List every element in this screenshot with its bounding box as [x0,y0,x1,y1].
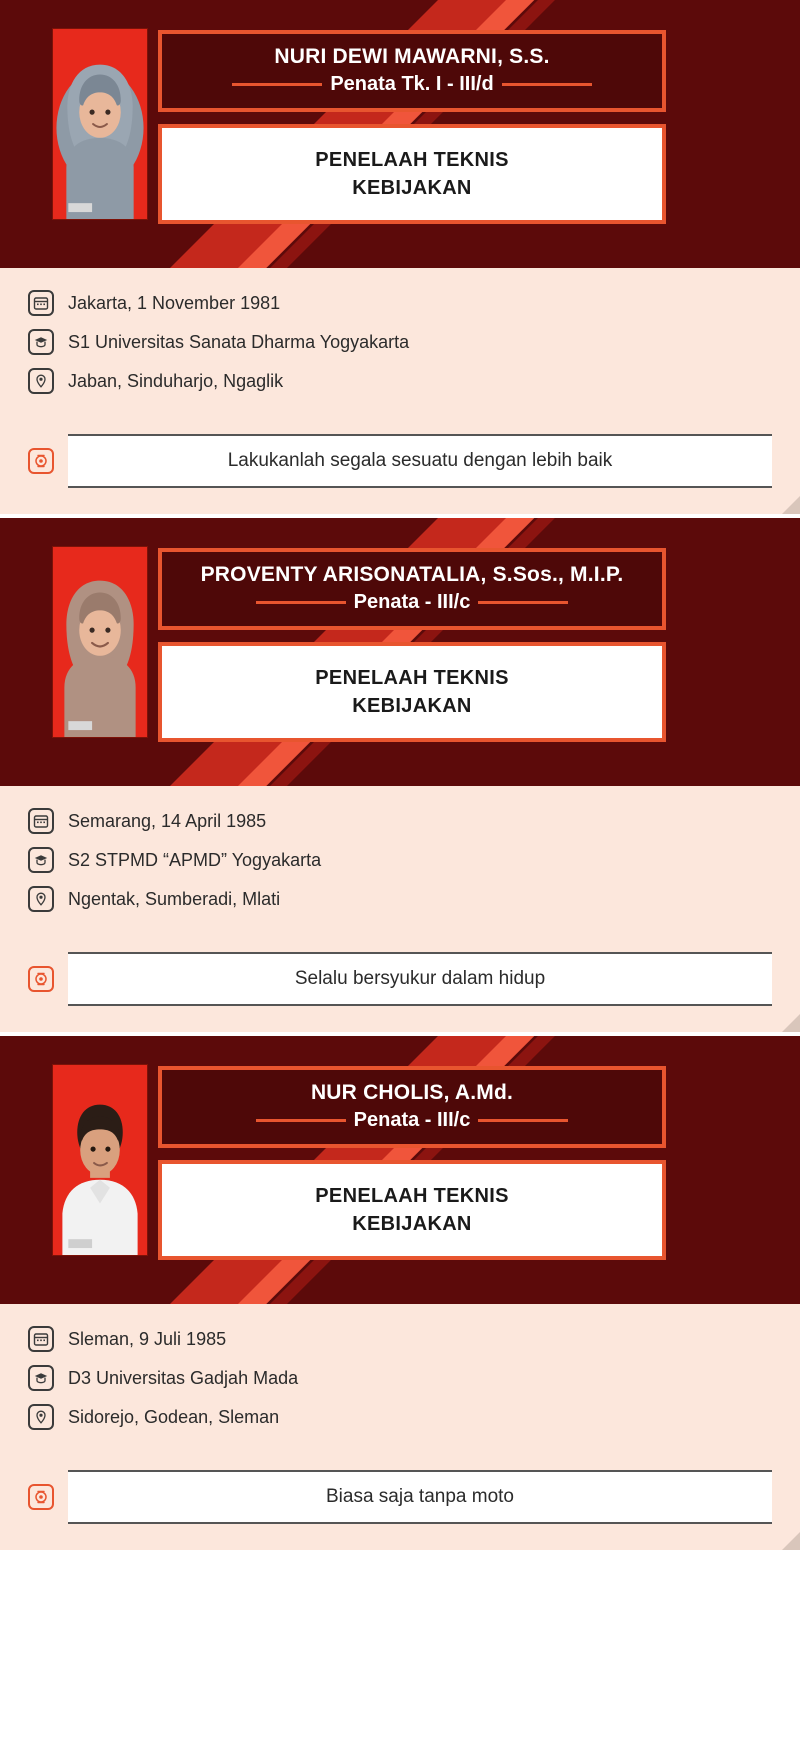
address-text: Sidorejo, Godean, Sleman [68,1406,280,1427]
position-line-1: PENELAAH TEKNIS [315,1185,509,1208]
decorative-stripe [0,518,37,786]
education-row [28,1365,772,1391]
address-text: Ngentak, Sumberadi, Mlati [68,888,281,909]
moto-row [28,434,772,488]
address-row [28,886,772,912]
profile-card [0,1036,800,1550]
calendar-icon [28,808,54,834]
moto-text: Biasa saja tanpa moto [325,1486,514,1507]
graduation-cap-icon [28,847,54,873]
position-line-2: KEBIJAKAN [352,695,472,718]
birth-text: Sleman, 9 Juli 1985 [68,1328,227,1349]
rank-divider-right [478,601,568,604]
header-text [158,1066,666,1260]
rank-row [174,73,650,96]
location-pin-icon [28,886,54,912]
moto-box [68,434,772,488]
rank-divider-left [256,1119,346,1122]
corner-fold [782,496,800,514]
birth-row [28,290,772,316]
card-header [0,1036,800,1304]
decorative-stripe [0,0,59,268]
employee-rank: Penata Tk. I - III/d [330,73,494,96]
moto-box [68,1470,772,1524]
moto-box [68,952,772,1006]
decorative-stripe [0,518,7,786]
position-line-2: KEBIJAKAN [352,1213,472,1236]
rank-divider-right [478,1119,568,1122]
rank-row [174,1109,650,1132]
employee-name: NUR CHOLIS, A.Md. [310,1081,514,1104]
address-row [28,1404,772,1430]
card-header [0,518,800,786]
moto-badge-icon [28,448,54,474]
employee-name: PROVENTY ARISONATALIA, S.Sos., M.I.P. [200,563,624,586]
corner-fold [782,1014,800,1032]
avatar [52,28,148,220]
graduation-cap-icon [28,329,54,355]
moto-badge-icon [28,1484,54,1510]
card-body [0,268,800,514]
decorative-stripe [0,1036,7,1304]
decorative-stripe [0,1036,59,1304]
decorative-stripe [0,0,7,268]
calendar-icon [28,1326,54,1352]
rank-divider-right [502,83,592,86]
rank-divider-left [232,83,322,86]
position-box [158,642,666,742]
location-pin-icon [28,1404,54,1430]
address-row [28,368,772,394]
position-line-1: PENELAAH TEKNIS [315,149,509,172]
employee-rank: Penata - III/c [353,1109,471,1132]
birth-text: Jakarta, 1 November 1981 [68,292,281,313]
position-line-2: KEBIJAKAN [352,177,472,200]
corner-fold [782,1532,800,1550]
decorative-stripe [0,518,59,786]
header-text [158,548,666,742]
address-text: Jaban, Sinduharjo, Ngaglik [68,370,284,391]
decorative-stripe [0,1036,37,1304]
education-text: S1 Universitas Sanata Dharma Yogyakarta [68,331,410,352]
birth-row [28,1326,772,1352]
header-text [158,30,666,224]
card-body [0,786,800,1032]
decorative-stripe [0,0,37,268]
employee-name: NURI DEWI MAWARNI, S.S. [274,45,550,68]
employee-rank: Penata - III/c [353,591,471,614]
education-text: D3 Universitas Gadjah Mada [68,1367,299,1388]
name-box [158,30,666,112]
education-text: S2 STPMD “APMD” Yogyakarta [68,849,322,870]
position-box [158,1160,666,1260]
name-box [158,1066,666,1148]
moto-row [28,1470,772,1524]
rank-row [174,591,650,614]
moto-row [28,952,772,1006]
position-line-1: PENELAAH TEKNIS [315,667,509,690]
name-box [158,548,666,630]
moto-text: Selalu bersyukur dalam hidup [294,968,546,989]
card-body [0,1304,800,1550]
calendar-icon [28,290,54,316]
avatar [52,1064,148,1256]
position-box [158,124,666,224]
education-row [28,329,772,355]
profile-card [0,518,800,1032]
avatar [52,546,148,738]
education-row [28,847,772,873]
moto-text: Lakukanlah segala sesuatu dengan lebih baik [227,450,613,471]
card-header [0,0,800,268]
birth-row [28,808,772,834]
graduation-cap-icon [28,1365,54,1391]
profile-card [0,0,800,514]
rank-divider-left [256,601,346,604]
location-pin-icon [28,368,54,394]
birth-text: Semarang, 14 April 1985 [68,810,267,831]
moto-badge-icon [28,966,54,992]
